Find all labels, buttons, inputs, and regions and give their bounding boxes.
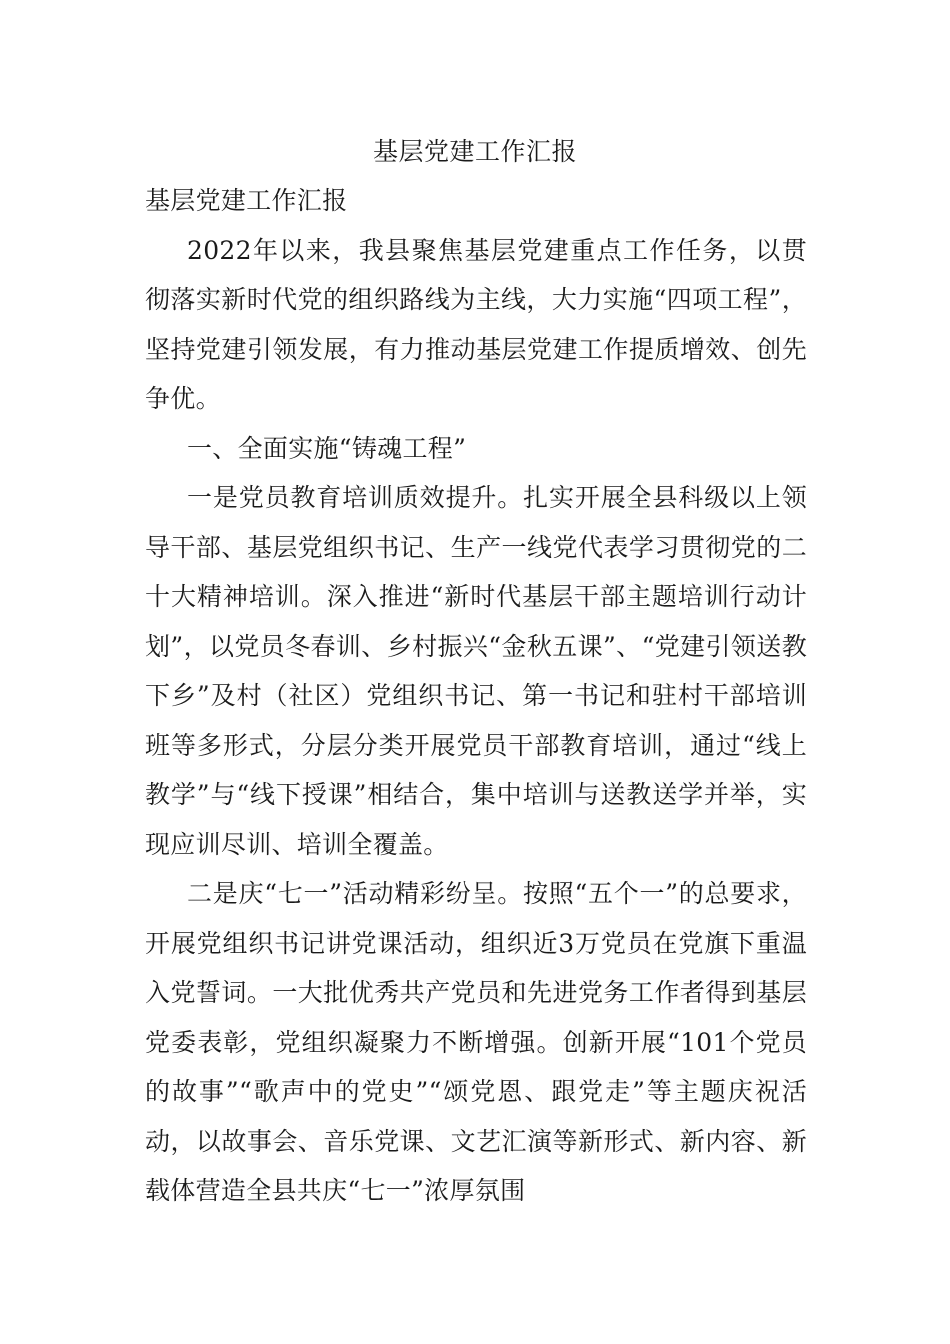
document-body — [145, 176, 807, 1216]
document-title: 基层党建工作汇报 — [372, 137, 577, 166]
body-paragraph: 一是党员教育培训质效提升。扎实开展全县科级以上领导干部、基层党组织书记、生产一线党代表学习贯彻党的二十大精神培训。深入推进“新时代基层干部主题培训行动计划”，以党员冬春训、乡村振兴“金秋五课”、“党建引领送教下乡”及村（社区）党组织书记、第一书记和驻村干部培训班等多形式，分层分类开展党员干部教育培训，通过“线上教学”与“线下授课”相结合，集中培训与送教送学并举，实现应训尽训、培训全覆盖。 — [145, 483, 807, 859]
body-paragraph: 二是庆“七一”活动精彩纷呈。按照“五个一”的总要求，开展党组织书记讲党课活动，组织近3万党员在党旗下重温入党誓词。一大批优秀共产党员和先进党务工作者得到基层党委表彰，党组织凝聚力不断增强。创新开展“101个党员的故事”“歌声中的党史”“颂党恩、跟党走”等主题庆祝活动，以故事会、音乐党课、文艺汇演等新形式、新内容、新载体营造全县共庆“七一”浓厚氛围 — [145, 879, 807, 1205]
section-heading: 一、全面实施“铸魂工程” — [187, 433, 467, 463]
document-subtitle: 基层党建工作汇报 — [145, 186, 348, 215]
intro-paragraph: 2022年以来，我县聚焦基层党建重点工作任务，以贯彻落实新时代党的组织路线为主线，大力实施“四项工程”，坚持党建引领发展，有力推动基层党建工作提质增效、创先争优。 — [145, 235, 807, 413]
